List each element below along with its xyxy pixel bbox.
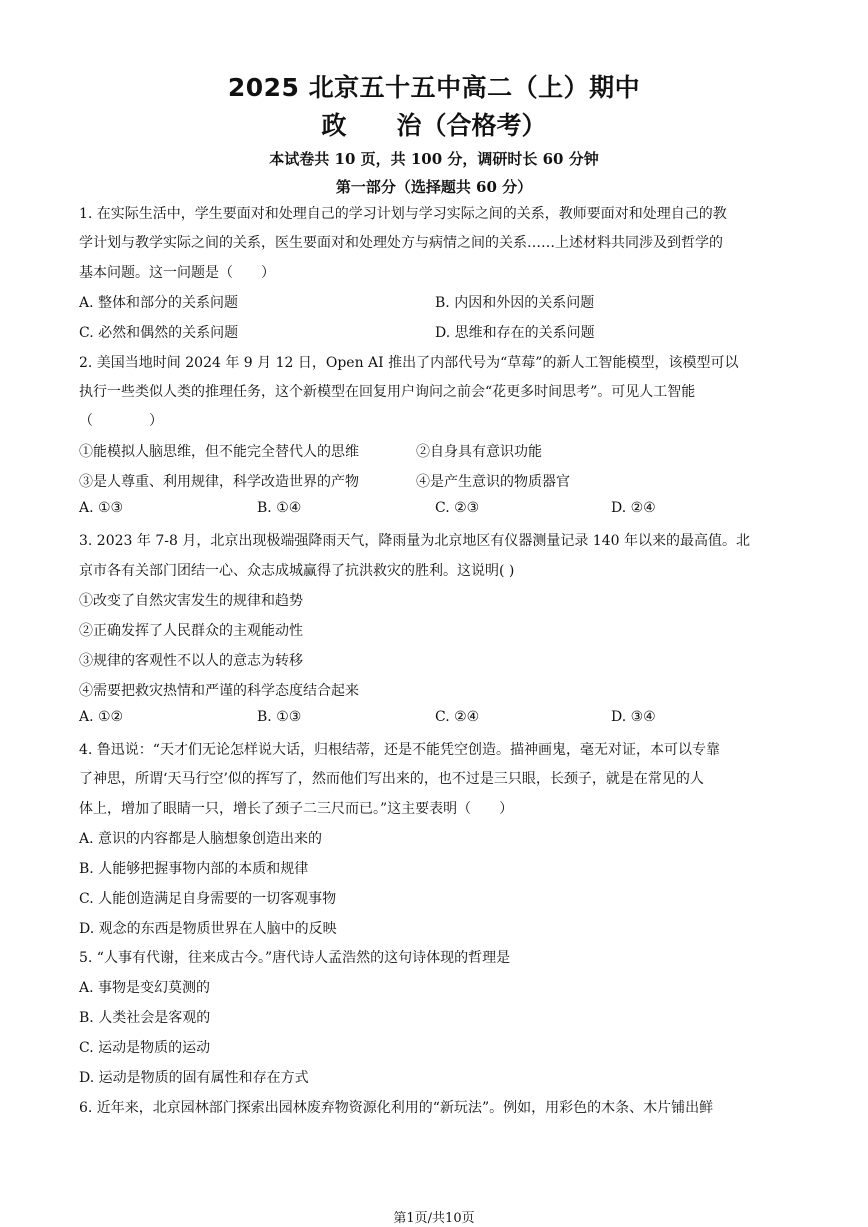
q4-option-d: D. 观念的东西是物质世界在人脑中的反映 <box>79 921 337 937</box>
q5-option-c: C. 运动是物质的运动 <box>79 1040 211 1056</box>
q2-line-2: 执行一些类似人类的推理任务，这个新模型在回复用户询问之前会“花更多时间思考”。可见人工智能 <box>79 384 696 400</box>
q3-item-4: ④需要把救灾热情和严谨的科学态度结合起来 <box>79 683 359 699</box>
q4-line-1: 4. 鲁迅说：“天才们无论怎样说大话，归根结蒂，还是不能凭空创造。描神画鬼，毫无对证，本可以专靠 <box>79 742 720 758</box>
exam-subject: 政 治（合格考） <box>321 111 547 140</box>
q3-option-c: C. ②④ <box>435 709 480 725</box>
q4-option-c: C. 人能创造满足自身需要的一切客观事物 <box>79 891 337 907</box>
page-number: 第1页/共10页 <box>393 1211 475 1226</box>
q3-option-a: A. ①② <box>79 709 124 725</box>
q4-line-2: 了神思，所谓‘天马行空’似的挥写了，然而他们写出来的，也不过是三只眼，长颈子，就是在常见的人 <box>79 771 704 787</box>
q3-item-3: ③规律的客观性不以人的意志为转移 <box>79 653 303 669</box>
exam-info: 本试卷共 10 页，共 100 分，调研时长 60 分钟 <box>269 150 599 168</box>
q5-line-1: 5. “人事有代谢，往来成古今。”唐代诗人孟浩然的这句诗体现的哲理是 <box>79 950 511 966</box>
q5-option-b: B. 人类社会是客观的 <box>79 1010 211 1026</box>
q2-option-a: A. ①③ <box>79 500 124 516</box>
exam-title: 2025 北京五十五中高二（上）期中 <box>227 73 641 102</box>
q2-item-4: ④是产生意识的物质器官 <box>416 474 570 490</box>
q1-option-d: D. 思维和存在的关系问题 <box>435 325 595 341</box>
q2-item-3: ③是人尊重、利用规律，科学改造世界的产物 <box>79 474 359 490</box>
q2-option-b: B. ①④ <box>257 500 302 516</box>
q1-line-2: 学计划与教学实际之间的关系，医生要面对和处理处方与病情之间的关系……上述材料共同涉及到哲学的 <box>79 235 723 251</box>
q2-option-c: C. ②③ <box>435 500 480 516</box>
q3-item-2: ②正确发挥了人民群众的主观能动性 <box>79 623 303 639</box>
q3-item-1: ①改变了自然灾害发生的规律和趋势 <box>79 593 303 609</box>
q4-line-3: 体上，增加了眼睛一只，增长了颈子二三尺而已。”这主要表明（ ） <box>79 801 514 817</box>
q3-line-2: 京市各有关部门团结一心、众志成城赢得了抗洪救灾的胜利。这说明( ) <box>79 563 515 579</box>
q2-item-2: ②自身具有意识功能 <box>416 444 542 460</box>
q3-option-b: B. ①③ <box>257 709 302 725</box>
q5-option-a: A. 事物是变幻莫测的 <box>79 980 211 996</box>
q2-item-1: ①能模拟人脑思维，但不能完全替代人的思维 <box>79 444 359 460</box>
q2-option-d: D. ②④ <box>611 500 656 516</box>
q3-line-1: 3. 2023 年 7-8 月，北京出现极端强降雨天气，降雨量为北京地区有仪器测量记录 140 年以来的最高值。北 <box>79 533 750 549</box>
q2-line-3: （ ） <box>79 413 163 429</box>
q1-line-3: 基本问题。这一问题是（ ） <box>79 265 275 281</box>
q6-line-1: 6. 近年来，北京园林部门探索出园林废弃物资源化利用的“新玩法”。例如，用彩色的木条、木片铺出鲜 <box>79 1100 714 1116</box>
q1-line-1: 1. 在实际生活中，学生要面对和处理自己的学习计划与学习实际之间的关系，教师要面对和处理自己的教 <box>79 206 727 222</box>
q1-option-c: C. 必然和偶然的关系问题 <box>79 325 239 341</box>
q1-option-b: B. 内因和外因的关系问题 <box>435 295 595 311</box>
section-heading: 第一部分（选择题共 60 分） <box>335 178 533 196</box>
q4-option-b: B. 人能够把握事物内部的本质和规律 <box>79 861 309 877</box>
q2-line-1: 2. 美国当地时间 2024 年 9 月 12 日，Open AI 推出了内部代号为“草莓”的新人工智能模型，该模型可以 <box>79 355 739 371</box>
q4-option-a: A. 意识的内容都是人脑想象创造出来的 <box>79 831 323 847</box>
q5-option-d: D. 运动是物质的固有属性和存在方式 <box>79 1070 309 1086</box>
q3-option-d: D. ③④ <box>611 709 656 725</box>
q1-option-a: A. 整体和部分的关系问题 <box>79 295 239 311</box>
